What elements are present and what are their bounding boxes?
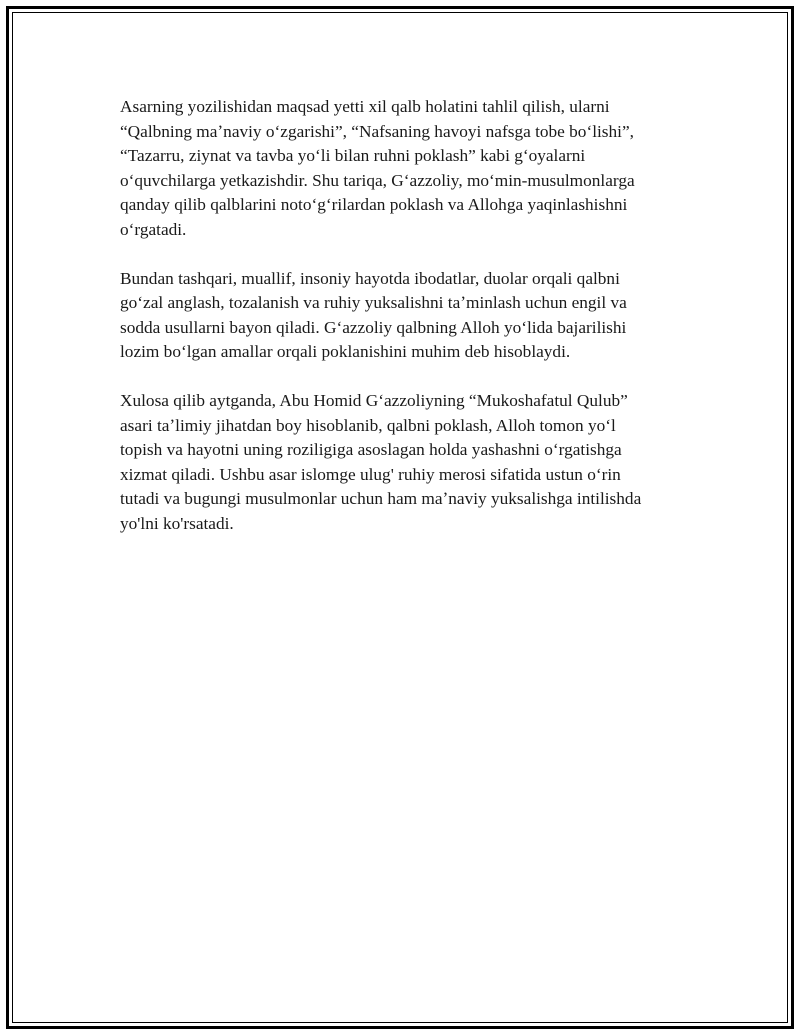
text-line: asari taʼlimiy jihatdan boy hisoblanib, qalbni poklash, Alloh tomon yoʻl: [120, 415, 616, 435]
text-line: Xulosa qilib aytganda, Abu Homid Gʻazzoliyning “Mukoshafatul Qulub”: [120, 391, 628, 410]
text-line: Bundan tashqari, muallif, insoniy hayotda ibodatlar, duolar orqali qalbni: [120, 268, 620, 288]
text-line: yo'lni ko'rsatadi.: [120, 513, 234, 533]
text-line: sodda usullarni bayon qiladi. Gʻazzoliy qalbning Alloh yoʻlida bajarilishi: [120, 317, 627, 337]
text-line: qanday qilib qalblarini notoʻgʻrilardan poklash va Allohga yaqinlashishni: [120, 195, 628, 214]
text-line: oʻrgatadi.: [120, 219, 187, 239]
text-line: goʻzal anglash, tozalanish va ruhiy yuksalishni taʼminlash uchun engil va: [120, 293, 627, 312]
paragraph-purpose: [120, 95, 680, 242]
text-line: lozim boʻlgan amallar orqali poklanishini muhim deb hisoblaydi.: [120, 342, 571, 361]
page-frame: [6, 6, 794, 1029]
text-line: oʻquvchilarga yetkazishdir. Shu tariqa, Gʻazzoliy, moʻmin-musulmonlarga: [120, 170, 635, 190]
text-line: “Qalbning maʼnaviy oʻzgarishi”, “Nafsaning havoyi nafsga tobe boʻlishi”,: [120, 121, 634, 141]
text-line: tutadi va bugungi musulmonlar uchun ham maʼnaviy yuksalishga intilishda: [120, 489, 642, 508]
text-line: topish va hayotni uning roziligiga asoslagan holda yashashni oʻrgatishga: [120, 440, 622, 459]
document-body: [120, 95, 680, 561]
paragraph-methods: [120, 267, 680, 365]
text-line: “Tazarru, ziynat va tavba yoʻli bilan ruhni poklash” kabi gʻoyalarni: [120, 146, 586, 165]
text-line: Asarning yozilishidan maqsad yetti xil qalb holatini tahlil qilish, ularni: [120, 97, 610, 116]
paragraph-conclusion: [120, 389, 680, 536]
text-line: xizmat qiladi. Ushbu asar islomge ulug' ruhiy merosi sifatida ustun oʻrin: [120, 464, 621, 484]
